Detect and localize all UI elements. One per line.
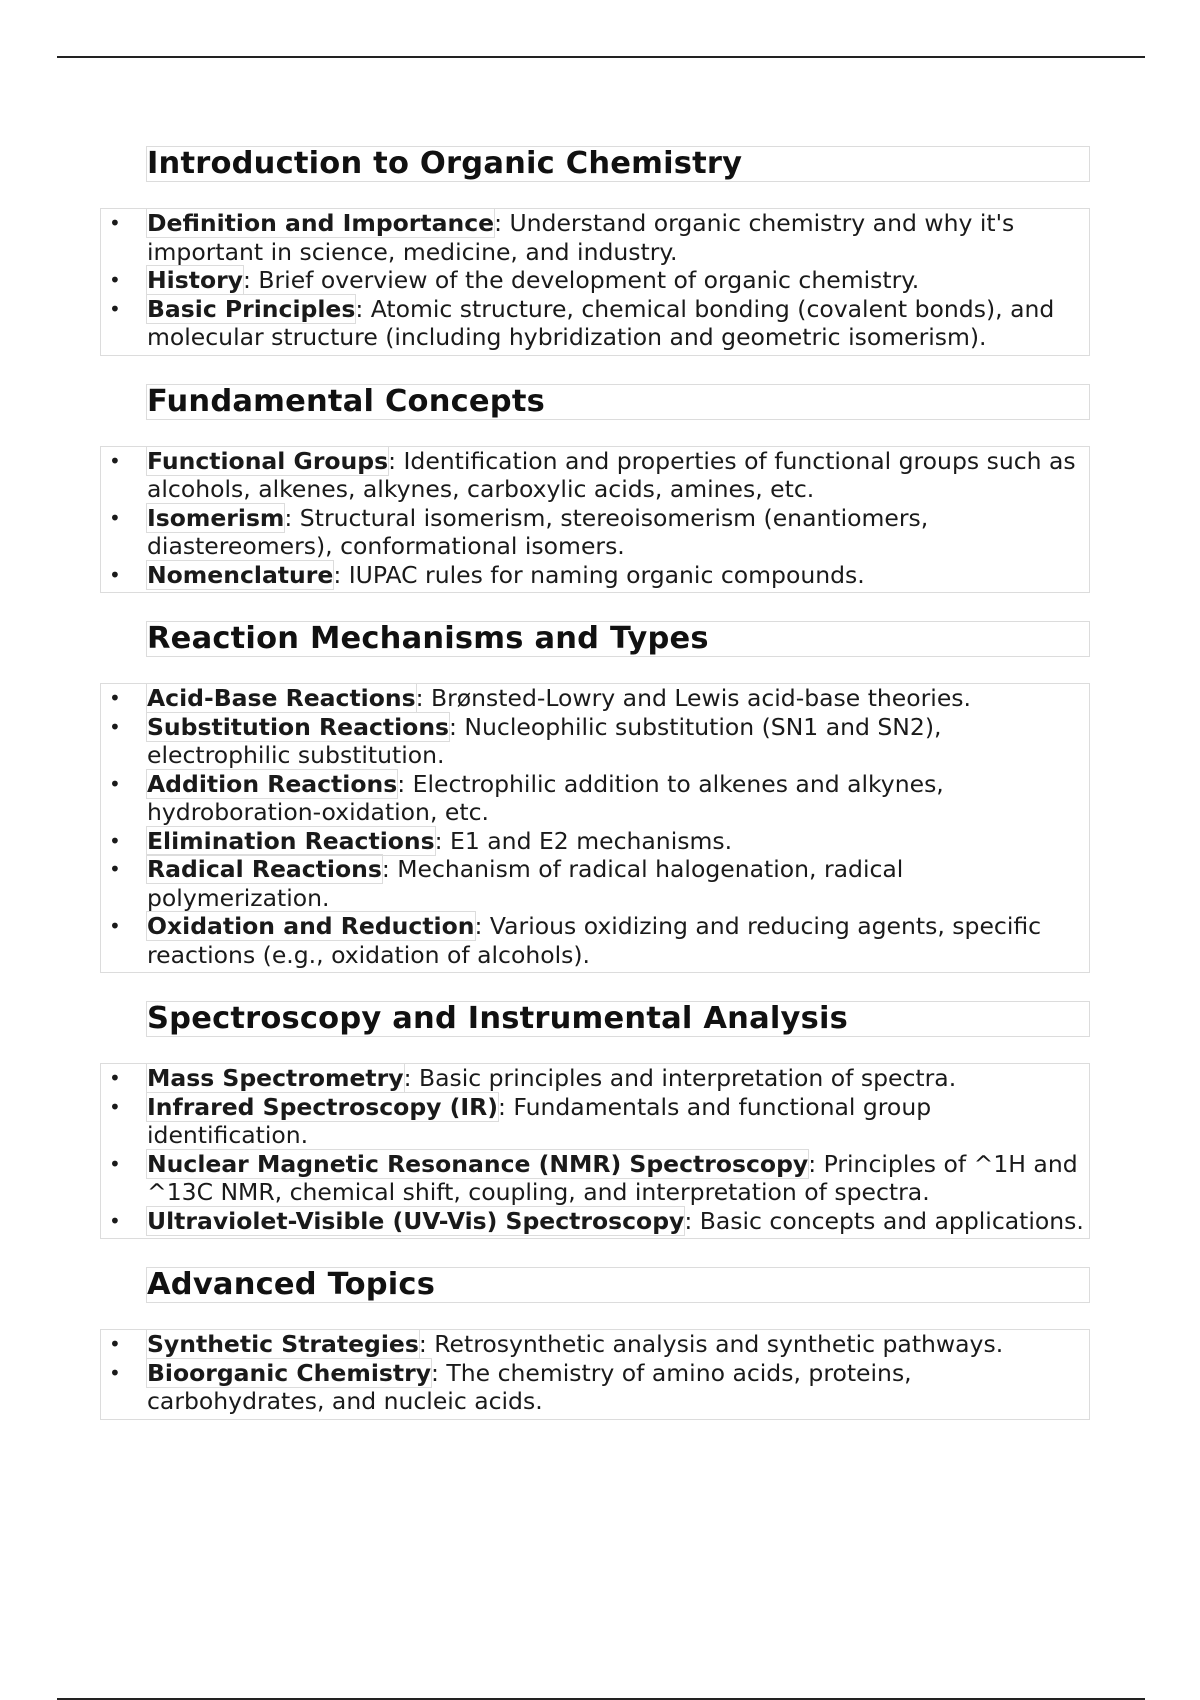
- bullet-list-advanced-topics: [100, 1329, 1090, 1420]
- item-term: Basic Principles: [147, 294, 356, 323]
- item-term: Isomerism: [147, 503, 285, 532]
- bullet-icon: •: [109, 1066, 121, 1090]
- bullet-icon: •: [109, 1208, 121, 1233]
- bullet-icon: •: [109, 1360, 121, 1385]
- list-item: [109, 266, 1089, 295]
- item-term: History: [147, 266, 243, 294]
- item-description: : Identification and properties of functional groups such as alcohols, alkenes, alkynes, carboxylic acids, amines, etc.: [147, 446, 1076, 503]
- bullet-icon: •: [109, 857, 121, 881]
- item-term: Definition and Importance: [147, 209, 495, 237]
- item-term: Elimination Reactions: [147, 826, 435, 855]
- section-title-fundamental-concepts: Fundamental Concepts: [146, 384, 1090, 420]
- bullet-list-reaction-mechanisms: [100, 683, 1090, 973]
- item-term: Synthetic Strategies: [147, 1330, 419, 1358]
- item-term: Acid-Base Reactions: [147, 684, 416, 712]
- list-item: [109, 1092, 1089, 1150]
- section-title-reaction-mechanisms: Reaction Mechanisms and Types: [146, 621, 1090, 657]
- item-description: : Atomic structure, chemical bonding (covalent bonds), and molecular structure (including hybridization and geometric isomerism).: [147, 294, 1055, 351]
- item-term: Radical Reactions: [147, 855, 382, 883]
- item-description: : The chemistry of amino acids, proteins, carbohydrates, and nucleic acids.: [147, 1358, 912, 1415]
- item-term: Oxidation and Reduction: [147, 912, 475, 940]
- list-item: [109, 1330, 1089, 1359]
- bullet-list-spectroscopy: [100, 1063, 1090, 1239]
- item-description: : Principles of ^1H and ^13C NMR, chemical shift, coupling, and interpretation of spectra.: [147, 1149, 1078, 1206]
- item-term: Bioorganic Chemistry: [147, 1358, 432, 1387]
- section-title-advanced-topics: Advanced Topics: [146, 1267, 1090, 1303]
- list-item: [109, 855, 1089, 912]
- bullet-list-introduction: [100, 208, 1090, 356]
- bullet-icon: •: [109, 914, 121, 938]
- item-description: : Mechanism of radical halogenation, radical polymerization.: [147, 855, 904, 912]
- list-item: [109, 712, 1089, 770]
- section-title-introduction: Introduction to Organic Chemistry: [146, 146, 1090, 182]
- list-item: [109, 769, 1089, 827]
- bullet-icon: •: [109, 1094, 121, 1119]
- list-item: [109, 209, 1089, 266]
- item-term: Substitution Reactions: [147, 712, 450, 741]
- bullet-icon: •: [109, 686, 121, 710]
- item-description: : Nucleophilic substitution (SN1 and SN2), electrophilic substitution.: [147, 712, 942, 769]
- list-item: [109, 1358, 1089, 1416]
- item-description: : Structural isomerism, stereoisomerism (enantiomers, diastereomers), conformational isomers.: [147, 503, 929, 560]
- list-item: [109, 560, 1089, 590]
- list-item: [109, 294, 1089, 352]
- item-description: : Understand organic chemistry and why it's important in science, medicine, and industry.: [147, 209, 1015, 266]
- list-item: [109, 1149, 1089, 1207]
- bullet-icon: •: [109, 268, 121, 292]
- item-description: : Basic concepts and applications.: [684, 1206, 1084, 1235]
- bullet-list-fundamental-concepts: [100, 446, 1090, 594]
- item-description: : Brief overview of the development of organic chemistry.: [243, 266, 920, 294]
- item-term: Ultraviolet-Visible (UV-Vis) Spectroscopy: [147, 1206, 685, 1235]
- item-term: Addition Reactions: [147, 769, 398, 798]
- section-title-spectroscopy: Spectroscopy and Instrumental Analysis: [146, 1001, 1090, 1037]
- list-item: [109, 1064, 1089, 1093]
- item-term: Mass Spectrometry: [147, 1064, 404, 1092]
- item-description: : Retrosynthetic analysis and synthetic pathways.: [418, 1330, 1004, 1358]
- list-item: [109, 503, 1089, 561]
- bullet-icon: •: [109, 1151, 121, 1176]
- bullet-icon: •: [109, 562, 121, 587]
- top-rule: [57, 56, 1145, 58]
- bullet-icon: •: [109, 448, 121, 473]
- item-description: : Brønsted-Lowry and Lewis acid-base theories.: [415, 684, 972, 712]
- list-item: [109, 684, 1089, 713]
- item-description: : Various oxidizing and reducing agents, specific reactions (e.g., oxidation of alcohols).: [147, 912, 1042, 969]
- item-description: : Electrophilic addition to alkenes and alkynes, hydroboration-oxidation, etc.: [147, 769, 944, 826]
- item-term: Functional Groups: [147, 446, 389, 475]
- item-description: : IUPAC rules for naming organic compounds.: [333, 560, 865, 589]
- list-item: [109, 1206, 1089, 1236]
- bullet-icon: •: [109, 771, 121, 796]
- document-body: [100, 146, 1090, 1448]
- bullet-icon: •: [109, 1332, 121, 1356]
- item-term: Infrared Spectroscopy (IR): [147, 1092, 498, 1121]
- bullet-icon: •: [109, 505, 121, 530]
- bullet-icon: •: [109, 828, 121, 853]
- item-description: : E1 and E2 mechanisms.: [434, 826, 733, 855]
- list-item: [109, 912, 1089, 969]
- item-term: Nomenclature: [147, 560, 334, 589]
- bullet-icon: •: [109, 714, 121, 739]
- bullet-icon: •: [109, 211, 121, 235]
- bullet-icon: •: [109, 296, 121, 321]
- item-description: : Basic principles and interpretation of spectra.: [403, 1064, 957, 1092]
- item-term: Nuclear Magnetic Resonance (NMR) Spectroscopy: [147, 1149, 809, 1178]
- list-item: [109, 826, 1089, 856]
- list-item: [109, 446, 1089, 504]
- item-description: : Fundamentals and functional group identification.: [147, 1092, 932, 1149]
